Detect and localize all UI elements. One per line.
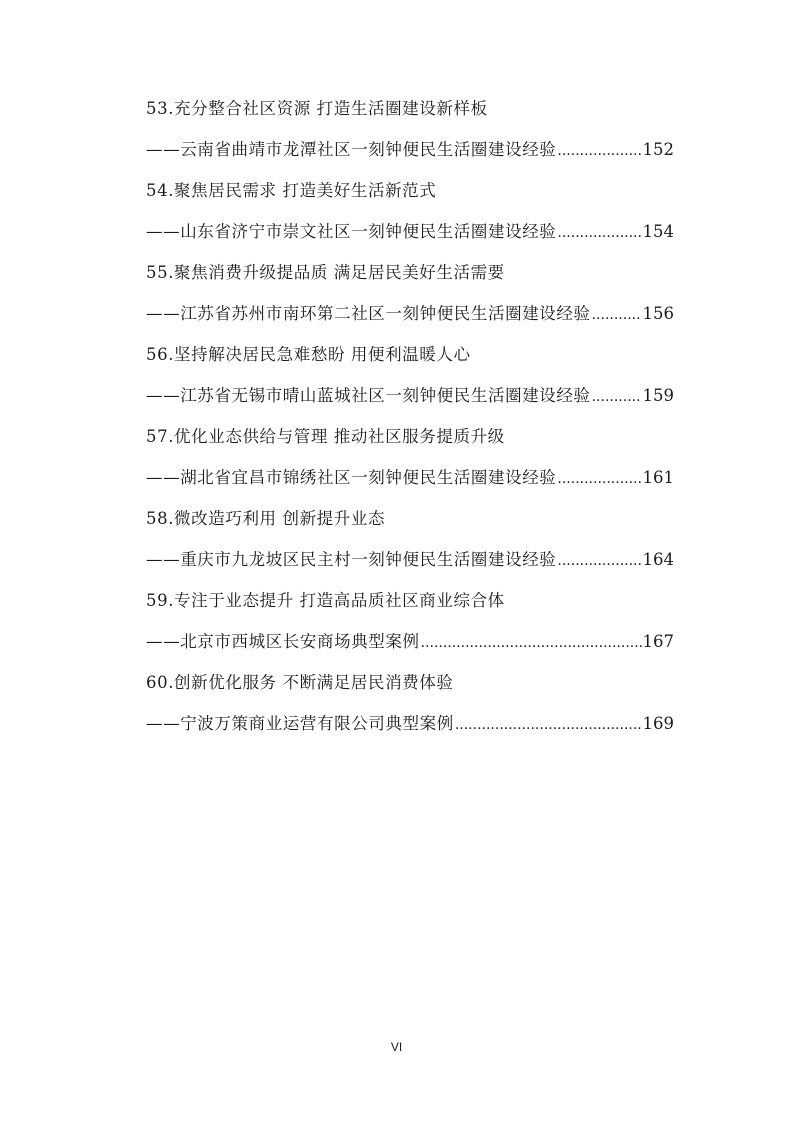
toc-entry-page-number: 156 [642, 304, 674, 323]
toc-entry-59 [146, 584, 674, 666]
toc-entry-subtitle: ——江苏省无锡市晴山蓝城社区一刻钟便民生活圈建设经验 [146, 386, 591, 405]
toc-entry-subtitle: ——宁波万策商业运营有限公司典型案例 [146, 714, 454, 733]
toc-entry-58 [146, 502, 674, 584]
toc-entry-page-number: 164 [642, 550, 674, 569]
toc-entry-53 [146, 92, 674, 174]
toc-entry-title[interactable]: 56.坚持解决居民急难愁盼 用便利温暖人心 [146, 345, 471, 364]
toc-entry-page-number: 159 [642, 386, 674, 405]
dot-leader [557, 216, 641, 250]
toc-entry-subtitle: ——江苏省苏州市南环第二社区一刻钟便民生活圈建设经验 [146, 304, 591, 323]
toc-entry-page-number: 154 [642, 222, 674, 241]
toc-entry-subtitle-line[interactable] [146, 133, 674, 174]
table-of-contents [146, 92, 674, 748]
dot-leader [557, 462, 641, 496]
toc-entry-title[interactable]: 55.聚焦消费升级提品质 满足居民美好生活需要 [146, 263, 505, 282]
toc-entry-subtitle: ——湖北省宜昌市锦绣社区一刻钟便民生活圈建设经验 [146, 468, 557, 487]
toc-entry-54 [146, 174, 674, 256]
toc-entry-56 [146, 338, 674, 420]
toc-entry-title[interactable]: 58.微改造巧利用 创新提升业态 [146, 509, 386, 528]
toc-entry-55 [146, 256, 674, 338]
dot-leader [592, 298, 642, 332]
toc-entry-subtitle: ——北京市西城区长安商场典型案例 [146, 632, 420, 651]
dot-leader [557, 544, 641, 578]
toc-entry-title[interactable]: 53.充分整合社区资源 打造生活圈建设新样板 [146, 99, 488, 118]
toc-entry-title[interactable]: 54.聚焦居民需求 打造美好生活新范式 [146, 181, 437, 200]
toc-entry-57 [146, 420, 674, 502]
page-footer-number: VI [390, 1040, 403, 1054]
toc-entry-subtitle-line[interactable] [146, 297, 674, 338]
toc-entry-subtitle-line[interactable] [146, 379, 674, 420]
toc-entry-subtitle: ——山东省济宁市崇文社区一刻钟便民生活圈建设经验 [146, 222, 557, 241]
dot-leader [421, 626, 642, 660]
toc-entry-page-number: 169 [642, 714, 674, 733]
toc-entry-title[interactable]: 60.创新优化服务 不断满足居民消费体验 [146, 673, 454, 692]
toc-entry-title[interactable]: 57.优化业态供给与管理 推动社区服务提质升级 [146, 427, 505, 446]
toc-entry-subtitle-line[interactable] [146, 461, 674, 502]
toc-entry-60 [146, 666, 674, 748]
toc-entry-page-number: 167 [642, 632, 674, 651]
toc-entry-page-number: 161 [642, 468, 674, 487]
toc-entry-subtitle: ——云南省曲靖市龙潭社区一刻钟便民生活圈建设经验 [146, 140, 557, 159]
dot-leader [455, 708, 642, 742]
toc-entry-title[interactable]: 59.专注于业态提升 打造高品质社区商业综合体 [146, 591, 505, 610]
dot-leader [592, 380, 642, 414]
toc-entry-subtitle-line[interactable] [146, 625, 674, 666]
dot-leader [557, 134, 641, 168]
toc-entry-subtitle: ——重庆市九龙坡区民主村一刻钟便民生活圈建设经验 [146, 550, 557, 569]
toc-entry-subtitle-line[interactable] [146, 215, 674, 256]
toc-entry-page-number: 152 [642, 140, 674, 159]
toc-entry-subtitle-line[interactable] [146, 543, 674, 584]
toc-entry-subtitle-line[interactable] [146, 707, 674, 748]
